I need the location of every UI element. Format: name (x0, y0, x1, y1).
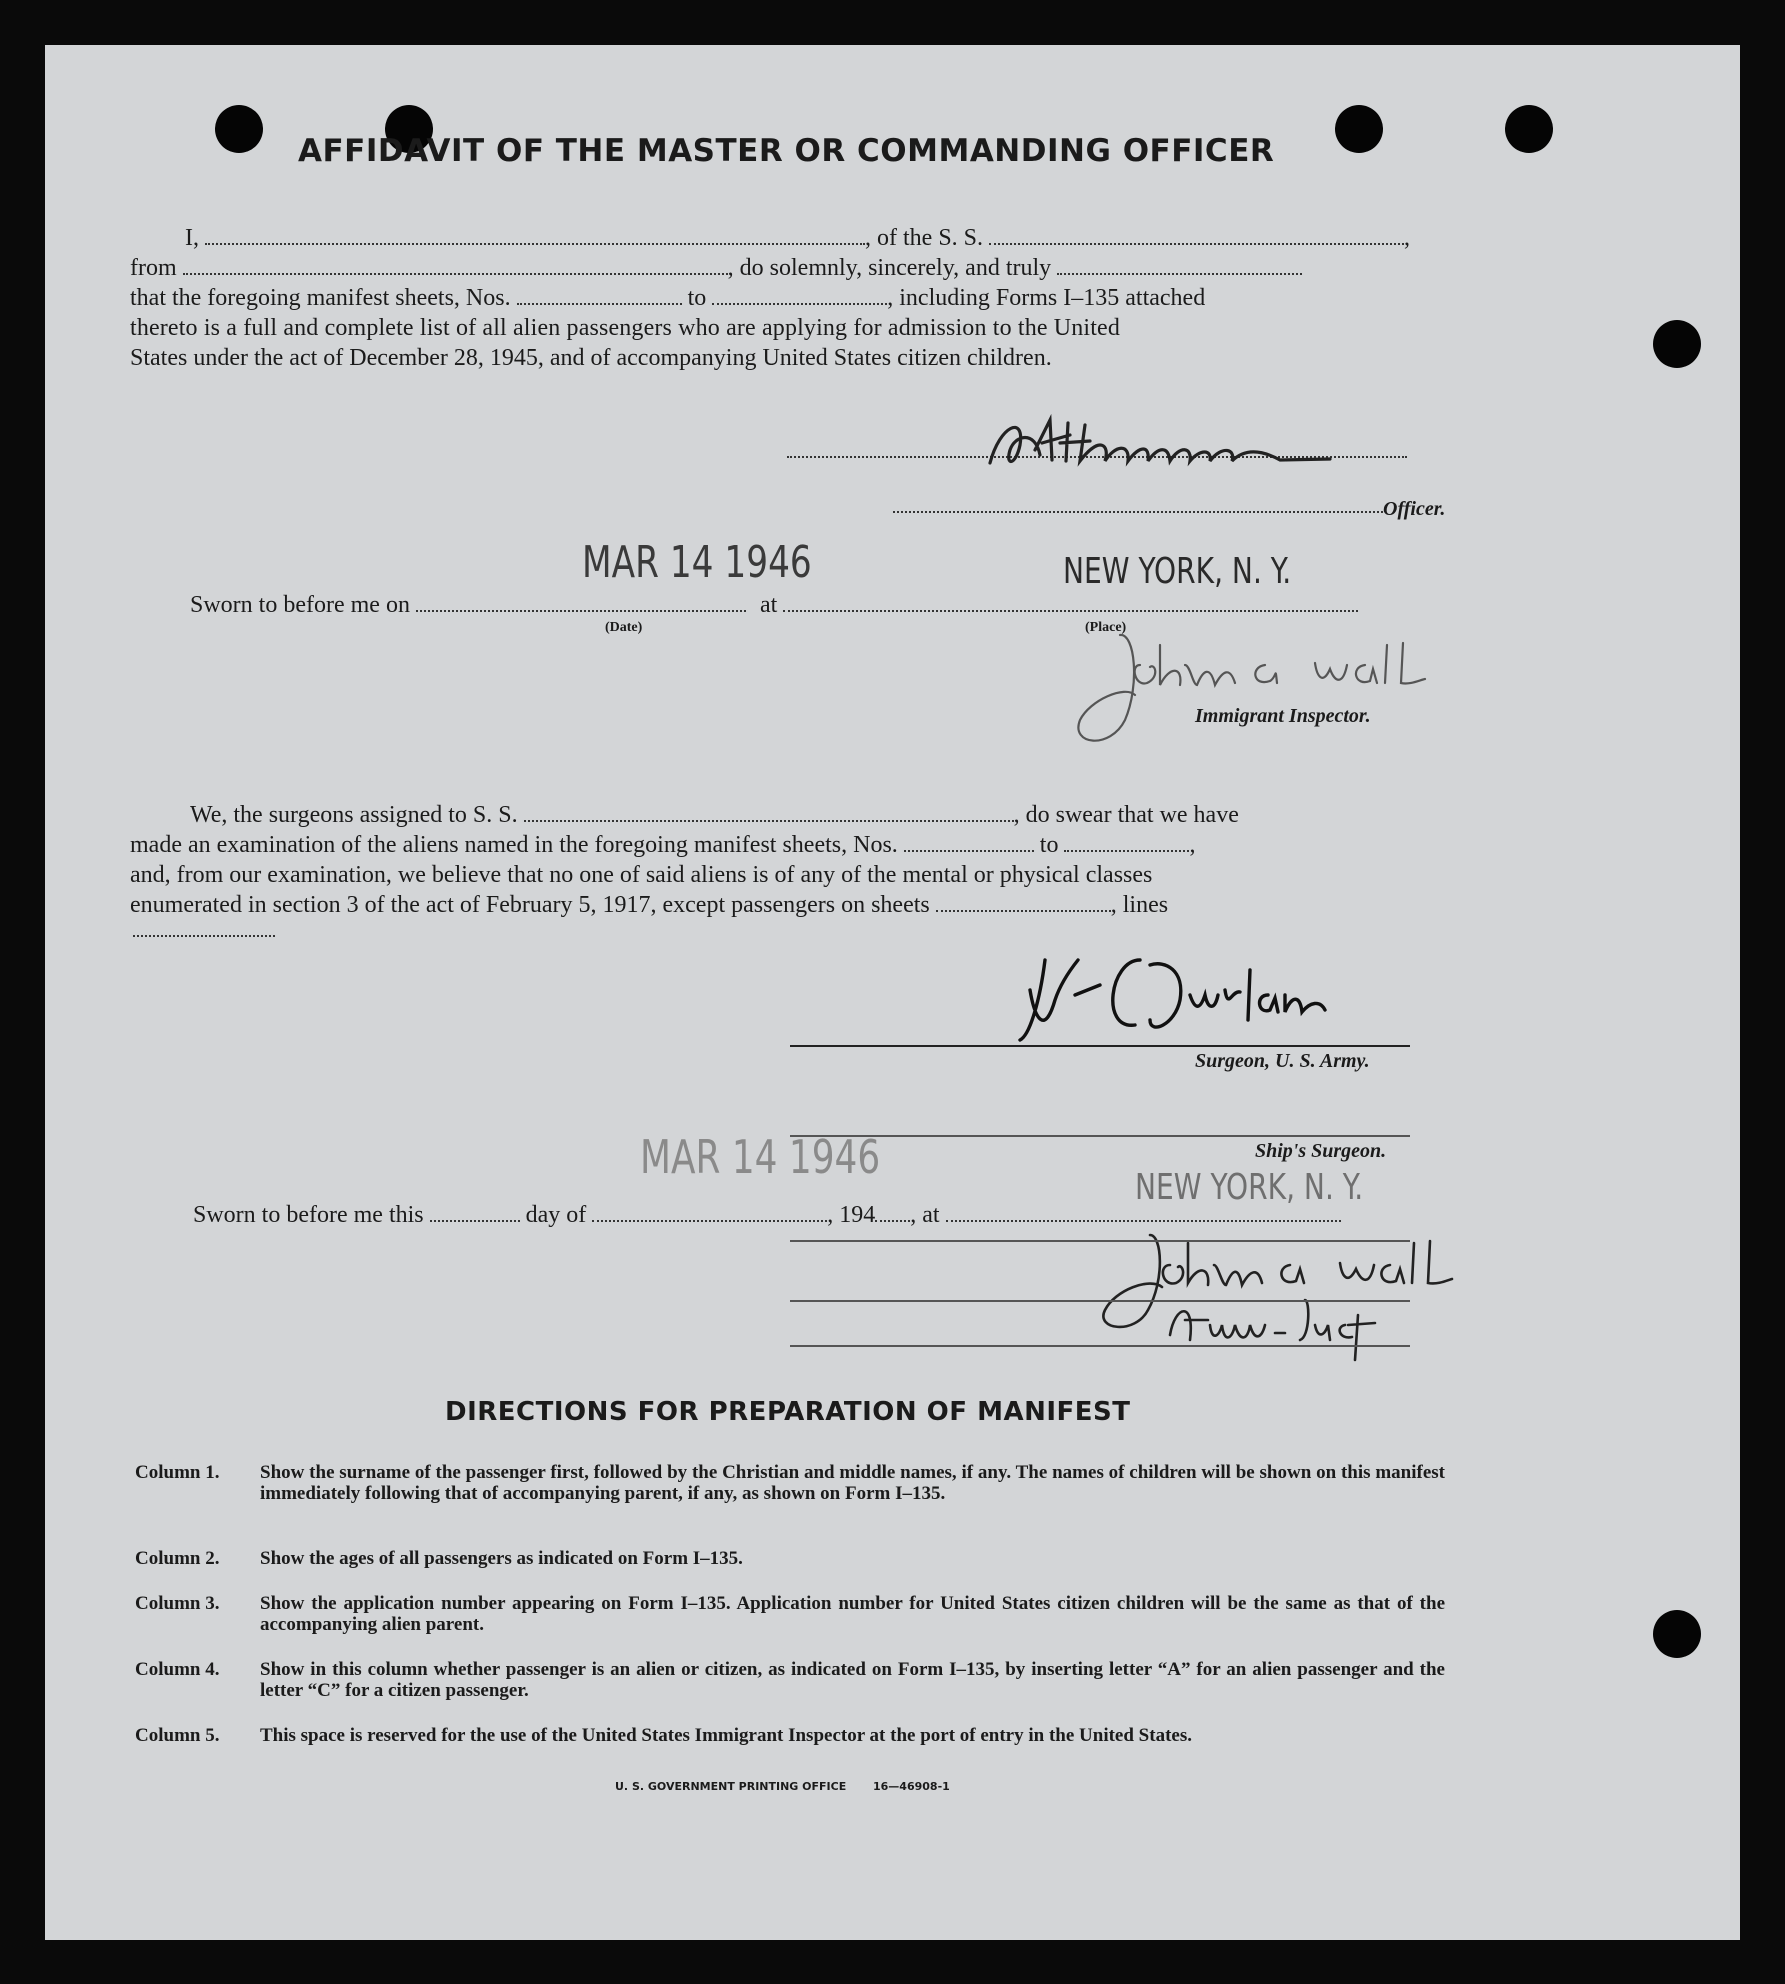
date-caption: (Date) (605, 620, 643, 635)
punch-hole-1 (215, 105, 263, 153)
affidavit-line-1: I, , of the S. S. , (185, 225, 1411, 251)
printer-imprint: U. S. GOVERNMENT PRINTING OFFICE (615, 1780, 847, 1793)
directions-title: DIRECTIONS FOR PREPARATION OF MANIFEST (445, 1397, 1131, 1427)
ships-surgeon-line (790, 1135, 1410, 1137)
officer-line (893, 511, 1383, 513)
affidavit-title: AFFIDAVIT OF THE MASTER OR COMMANDING OFFICER (298, 133, 1275, 169)
inspector-line-2c (790, 1345, 1410, 1347)
immigrant-inspector-label: Immigrant Inspector. (1195, 705, 1371, 727)
surgeons-line-4: enumerated in section 3 of the act of February 5, 1917, except passengers on sheets , lines (130, 892, 1169, 918)
inspector-line-2b (790, 1300, 1410, 1302)
affidavit-line-2: from , do solemnly, sincerely, and truly (130, 253, 1302, 283)
document-page: AFFIDAVIT OF THE MASTER OR COMMANDING OFFICER I, , of the S. S. , from , do solemnly, sincerely, and truly that the foregoing manifest sheets, Nos. to , including Forms I–135 attached thereto is a full and complete list of all alien passengers who are applying for admission to the United States under the act of December 28, 1945, and of accompanying United States citizen children. Officer. Sworn to before me on at MAR 14 1946 NEW YORK, N. Y. (Date) (Place) Immigrant Inspector. We, the surgeons assigned to S. S. , do swear that we have made an examination of the aliens named in the foregoing manifest sheets, Nos. to , and, from our examination, we believe that no one of said aliens is of any of the mental or physical classes enumerated in section 3 of the act of February 5, 1917, except passengers on sheets , lines Surgeon, U. S. Army. Ship's Surgeon. MAR 14 1946 NEW YORK, N. Y. Sworn to before me this day of , 194 , at DIRECTIONS FOR PREPARATION OF MANIFEST Column 1. Show the surname of the passenger first, followed by the Christian and middle names, if any. The names of children will be shown on this manifest immediately following that of accompanying parent, if any, as shown on Form I–135. Column 2. Show the ages of all passengers as indicated on Form I–135. Column 3. Show the application number appearing on Form I–135. Application number for United States citizen children will be the same as that of the accompanying alien parent. Column 4. Show in this column whether passenger is an alien or citizen, as indicated on Form I–135, by inserting letter “A” for an alien passenger and the letter “C” for a citizen passenger. Column 5. This space is reserved for the use of the United States Immigrant Inspector at the port of entry in the United States. U. S. GOVERNMENT PRINTING OFFICE 16—46908-1 (45, 45, 1740, 1940)
army-surgeon-line (790, 1045, 1410, 1047)
officer-label: Officer. (1383, 498, 1446, 520)
surgeons-line-2: made an examination of the aliens named in the foregoing manifest sheets, Nos. to , (130, 832, 1196, 858)
surgeons-line-5 (133, 935, 275, 937)
form-code: 16—46908-1 (873, 1780, 950, 1793)
sworn-line-1: Sworn to before me on at (190, 590, 1358, 620)
surgeons-line-3: and, from our examination, we believe that no one of said aliens is of any of the mental or physical classes (130, 862, 1153, 888)
punch-hole-4 (1505, 105, 1553, 153)
surgeons-line-1: We, the surgeons assigned to S. S. , do swear that we have (190, 802, 1239, 828)
army-surgeon-signature (1000, 940, 1420, 1050)
affidavit-line-4: thereto is a full and complete list of all alien passengers who are applying for admission to the United (130, 315, 1121, 341)
master-signature (980, 405, 1430, 475)
ships-surgeon-label: Ship's Surgeon. (1255, 1140, 1387, 1162)
sworn-line-2: Sworn to before me this day of , 194 , at (193, 1200, 1341, 1230)
inspector-line-2a (790, 1240, 1410, 1242)
place-stamp-2: NEW YORK, N. Y. (1135, 1167, 1364, 1208)
affidavit-line-3: that the foregoing manifest sheets, Nos. to , including Forms I–135 attached (130, 285, 1206, 311)
place-caption: (Place) (1085, 620, 1127, 635)
affidavit-line-5: States under the act of December 28, 1945, and of accompanying United States citizen children. (130, 345, 1052, 371)
punch-hole-6 (1653, 1610, 1701, 1658)
punch-hole-3 (1335, 105, 1383, 153)
date-stamp-1: MAR 14 1946 (582, 537, 812, 588)
punch-hole-5 (1653, 320, 1701, 368)
army-surgeon-label: Surgeon, U. S. Army. (1195, 1050, 1370, 1072)
inspector-signature-2 (1090, 1225, 1510, 1365)
place-stamp-1: NEW YORK, N. Y. (1063, 551, 1292, 592)
inspector-signature-1 (1065, 625, 1485, 755)
date-stamp-2: MAR 14 1946 (640, 1130, 881, 1184)
